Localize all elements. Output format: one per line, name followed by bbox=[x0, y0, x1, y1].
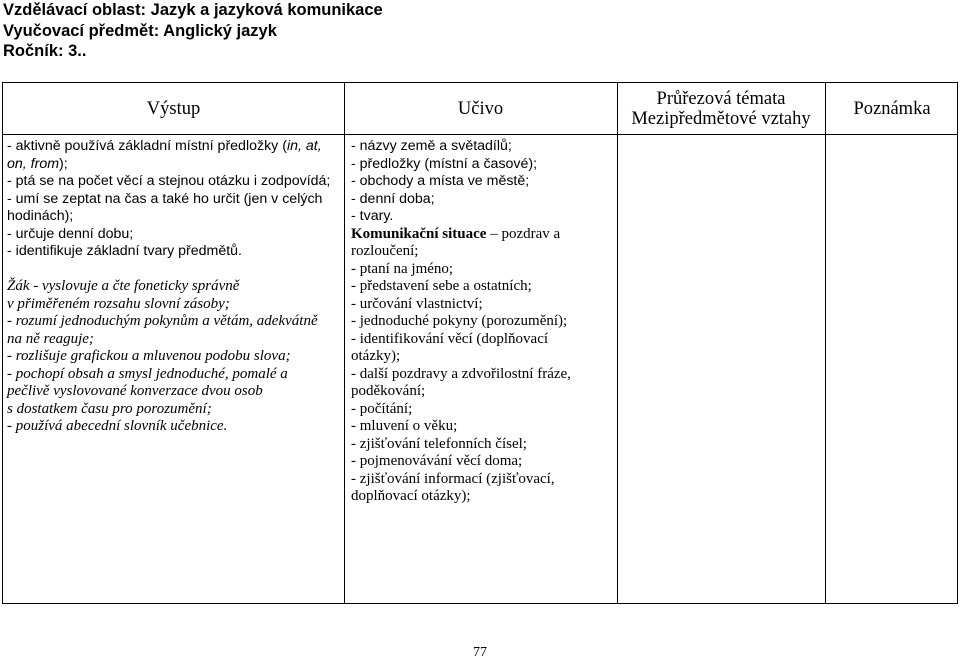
list-item: - jednoduché pokyny (porozumění); bbox=[351, 313, 568, 329]
list-item: Komunikační situace – pozdrav a bbox=[351, 225, 561, 242]
column-header-prurezova bbox=[617, 83, 825, 134]
list-item: - názvy země a světadílů; bbox=[351, 138, 512, 154]
document-header bbox=[3, 0, 383, 62]
list-item: - další pozdravy a zdvořilostní fráze, bbox=[351, 365, 571, 382]
list-item: otázky); bbox=[351, 348, 401, 364]
list-item: doplňovací otázky); bbox=[351, 488, 471, 504]
vystup-cell bbox=[7, 138, 341, 436]
list-item: - mluvení o věku; bbox=[351, 418, 458, 434]
list-item: na ně reaguje; bbox=[7, 330, 94, 347]
list-item: - určování vlastnictví; bbox=[351, 295, 483, 312]
komunikacni-situace-label: Komunikační situace bbox=[351, 225, 487, 242]
header-grade: Ročník: 3.. bbox=[3, 42, 87, 60]
header-subject: Vyučovací předmět: Anglický jazyk bbox=[3, 21, 277, 40]
list-item: - zjišťování informací (zjišťovací, bbox=[351, 470, 555, 487]
ucivo-cell bbox=[351, 138, 613, 506]
list-item: hodinách); bbox=[7, 208, 74, 224]
column-header-prurezova-line1: Průřezová témata bbox=[656, 88, 786, 109]
column-header-ucivo: Učivo bbox=[457, 98, 504, 119]
list-item: - zjišťování telefonních čísel; bbox=[351, 435, 527, 452]
list-item: - denní doba; bbox=[351, 190, 435, 207]
list-item: - obchody a místa ve městě; bbox=[351, 173, 530, 189]
list-item: - identifikování věcí (doplňovací bbox=[351, 330, 549, 347]
column-divider bbox=[825, 83, 826, 603]
list-item: rozloučení; bbox=[351, 243, 419, 259]
list-item: s dostatkem času pro porozumění; bbox=[7, 400, 212, 417]
list-item: - používá abecední slovník učebnice. bbox=[7, 418, 228, 434]
list-item: Žák - vyslovuje a čte foneticky správně bbox=[7, 278, 240, 294]
list-item: v přiměřeném rozsahu slovní zásoby; bbox=[7, 295, 230, 312]
list-item: - pochopí obsah a smysl jednoduché, pomalé a bbox=[7, 365, 288, 382]
list-item: - aktivně používá základní místní předložky (in, at, bbox=[7, 138, 322, 154]
list-item: - rozlišuje grafickou a mluvenou podobu slova; bbox=[7, 348, 291, 364]
column-divider bbox=[617, 83, 618, 603]
list-item: poděkování; bbox=[351, 383, 426, 399]
list-item: - ptá se na počet věcí a stejnou otázku i zodpovídá; bbox=[7, 173, 331, 189]
column-header-vystup: Výstup bbox=[146, 98, 201, 119]
list-item: - počítání; bbox=[351, 400, 413, 417]
list-item: - rozumí jednoduchým pokynům a větám, adekvátně bbox=[7, 313, 318, 329]
list-item: pečlivě vyslovované konverzace dvou osob bbox=[7, 383, 263, 399]
list-item: - předložky (místní a časové); bbox=[351, 155, 538, 172]
list-item: on, from); bbox=[7, 155, 68, 172]
list-item: - umí se zeptat na čas a také ho určit (jen v celých bbox=[7, 190, 323, 207]
list-item: - tvary. bbox=[351, 208, 394, 224]
column-header-prurezova-line2: Mezipředmětové vztahy bbox=[631, 108, 811, 129]
header-row-divider bbox=[3, 134, 957, 135]
column-header-poznamka: Poznámka bbox=[853, 98, 931, 119]
list-item: - představení sebe a ostatních; bbox=[351, 278, 532, 294]
list-item: - určuje denní dobu; bbox=[7, 225, 134, 242]
curriculum-table bbox=[2, 82, 958, 604]
list-item: - identifikuje základní tvary předmětů. bbox=[7, 243, 242, 259]
page-number: 77 bbox=[473, 645, 487, 660]
list-item: - pojmenovávání věcí doma; bbox=[351, 453, 523, 469]
list-item: - ptaní na jméno; bbox=[351, 260, 454, 277]
header-subject-area: Vzdělávací oblast: Jazyk a jazyková komunikace bbox=[3, 1, 383, 19]
column-divider bbox=[344, 83, 345, 603]
